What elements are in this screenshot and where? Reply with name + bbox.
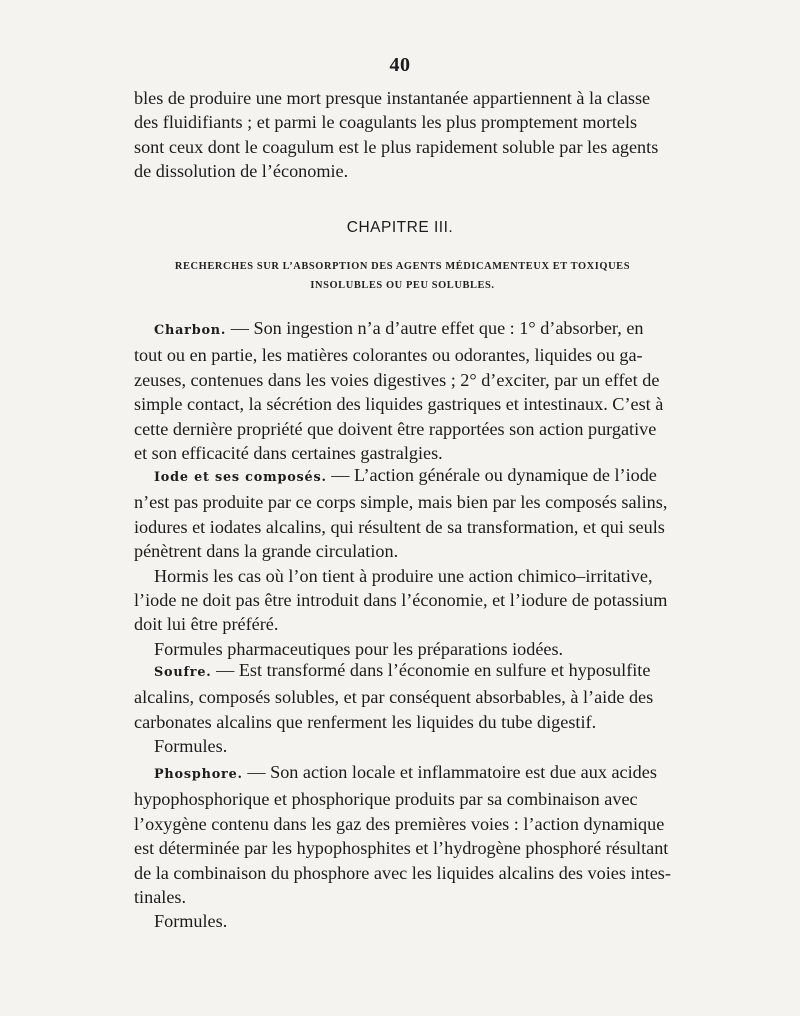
text-line (134, 760, 671, 787)
text-line (134, 658, 671, 685)
chapter-title: CHAPITRE III. (346, 219, 454, 236)
text-run: — L’action générale ou dynamique de l’iode (326, 465, 657, 485)
section-iode (134, 463, 671, 661)
text-line: Formules pharmaceutiques pour les préparations iodées. (154, 638, 564, 659)
section-soufre (134, 658, 671, 759)
text-line: n’est pas produite par ce corps simple, mais bien par les composés salins, (134, 492, 668, 513)
text-line: zeuses, contenues dans les voies digestives ; 2° d’exciter, par un effet de (134, 369, 660, 390)
text-line (134, 316, 671, 343)
text-line: Hormis les cas où l’on tient à produire une action chimico–irritative, (154, 565, 653, 586)
text-line: de dissolution de l’économie. (134, 161, 349, 182)
text-line: tout ou en partie, les matières colorantes ou odorantes, liquides ou ga- (134, 345, 643, 366)
text-line: sont ceux dont le coagulum est le plus rapidement soluble par les agents (134, 136, 659, 157)
section-heading: Soufre. (154, 665, 212, 680)
text-line: l’iode ne doit pas être introduit dans l’économie, et l’iodure de potassium (134, 590, 668, 611)
text-line: des fluidifiants ; et parmi le coagulants les plus promptement mortels (134, 112, 638, 133)
text-run: — Son ingestion n’a d’autre effet que : 1° d’absorber, en (226, 318, 644, 338)
text-line (134, 463, 671, 490)
intro-paragraph (134, 86, 671, 184)
chapter-subtitle-line: RECHERCHES SUR L’ABSORPTION DES AGENTS MÉDICAMENTEUX ET TOXIQUES (174, 261, 631, 272)
text-run: — Son action locale et inflammatoire est due aux acides (242, 762, 657, 782)
text-line: pénètrent dans la grande circulation. (134, 541, 399, 562)
chapter-subtitle-line: INSOLUBLES OU PEU SOLUBLES. (310, 280, 495, 291)
text-line: et son efficacité dans certaines gastralgies. (134, 443, 443, 464)
section-heading: Phosphore. (154, 767, 243, 782)
text-line: hypophosphorique et phosphorique produits par sa combinaison avec (134, 789, 638, 810)
text-line: de la combinaison du phosphore avec les liquides alcalins des voies intes- (134, 862, 671, 883)
section-phosphore (134, 760, 671, 934)
text-line: Formules. (154, 736, 228, 757)
text-line: simple contact, la sécrétion des liquides gastriques et intestinaux. C’est à (134, 394, 664, 415)
text-line: bles de produire une mort presque instantanée appartiennent à la classe (134, 88, 651, 108)
text-run: — Est transformé dans l’économie en sulfure et hyposulfite (211, 660, 651, 680)
text-line: doit lui être préféré. (134, 614, 279, 635)
text-line: est déterminée par les hypophosphites et l’hydrogène phosphoré résultant (134, 838, 669, 859)
page-number: 40 (389, 54, 411, 76)
chapter-subtitle (134, 257, 671, 295)
text-line: Formules. (154, 911, 228, 932)
text-line: l’oxygène contenu dans les gaz des premières voies : l’action dynamique (134, 813, 665, 834)
text-line: tinales. (134, 887, 187, 908)
text-line: iodures et iodates alcalins, qui résultent de sa transformation, et qui seuls (134, 516, 665, 537)
text-line: cette dernière propriété que doivent être rapportées son action purgative (134, 418, 657, 439)
section-heading: Charbon. (154, 323, 227, 338)
text-line: alcalins, composés solubles, et par conséquent absorbables, à l’aide des (134, 687, 654, 708)
section-heading: Iode et ses composés. (154, 470, 327, 485)
text-line: carbonates alcalins que renferment les liquides du tube digestif. (134, 711, 597, 732)
section-charbon (134, 316, 671, 465)
